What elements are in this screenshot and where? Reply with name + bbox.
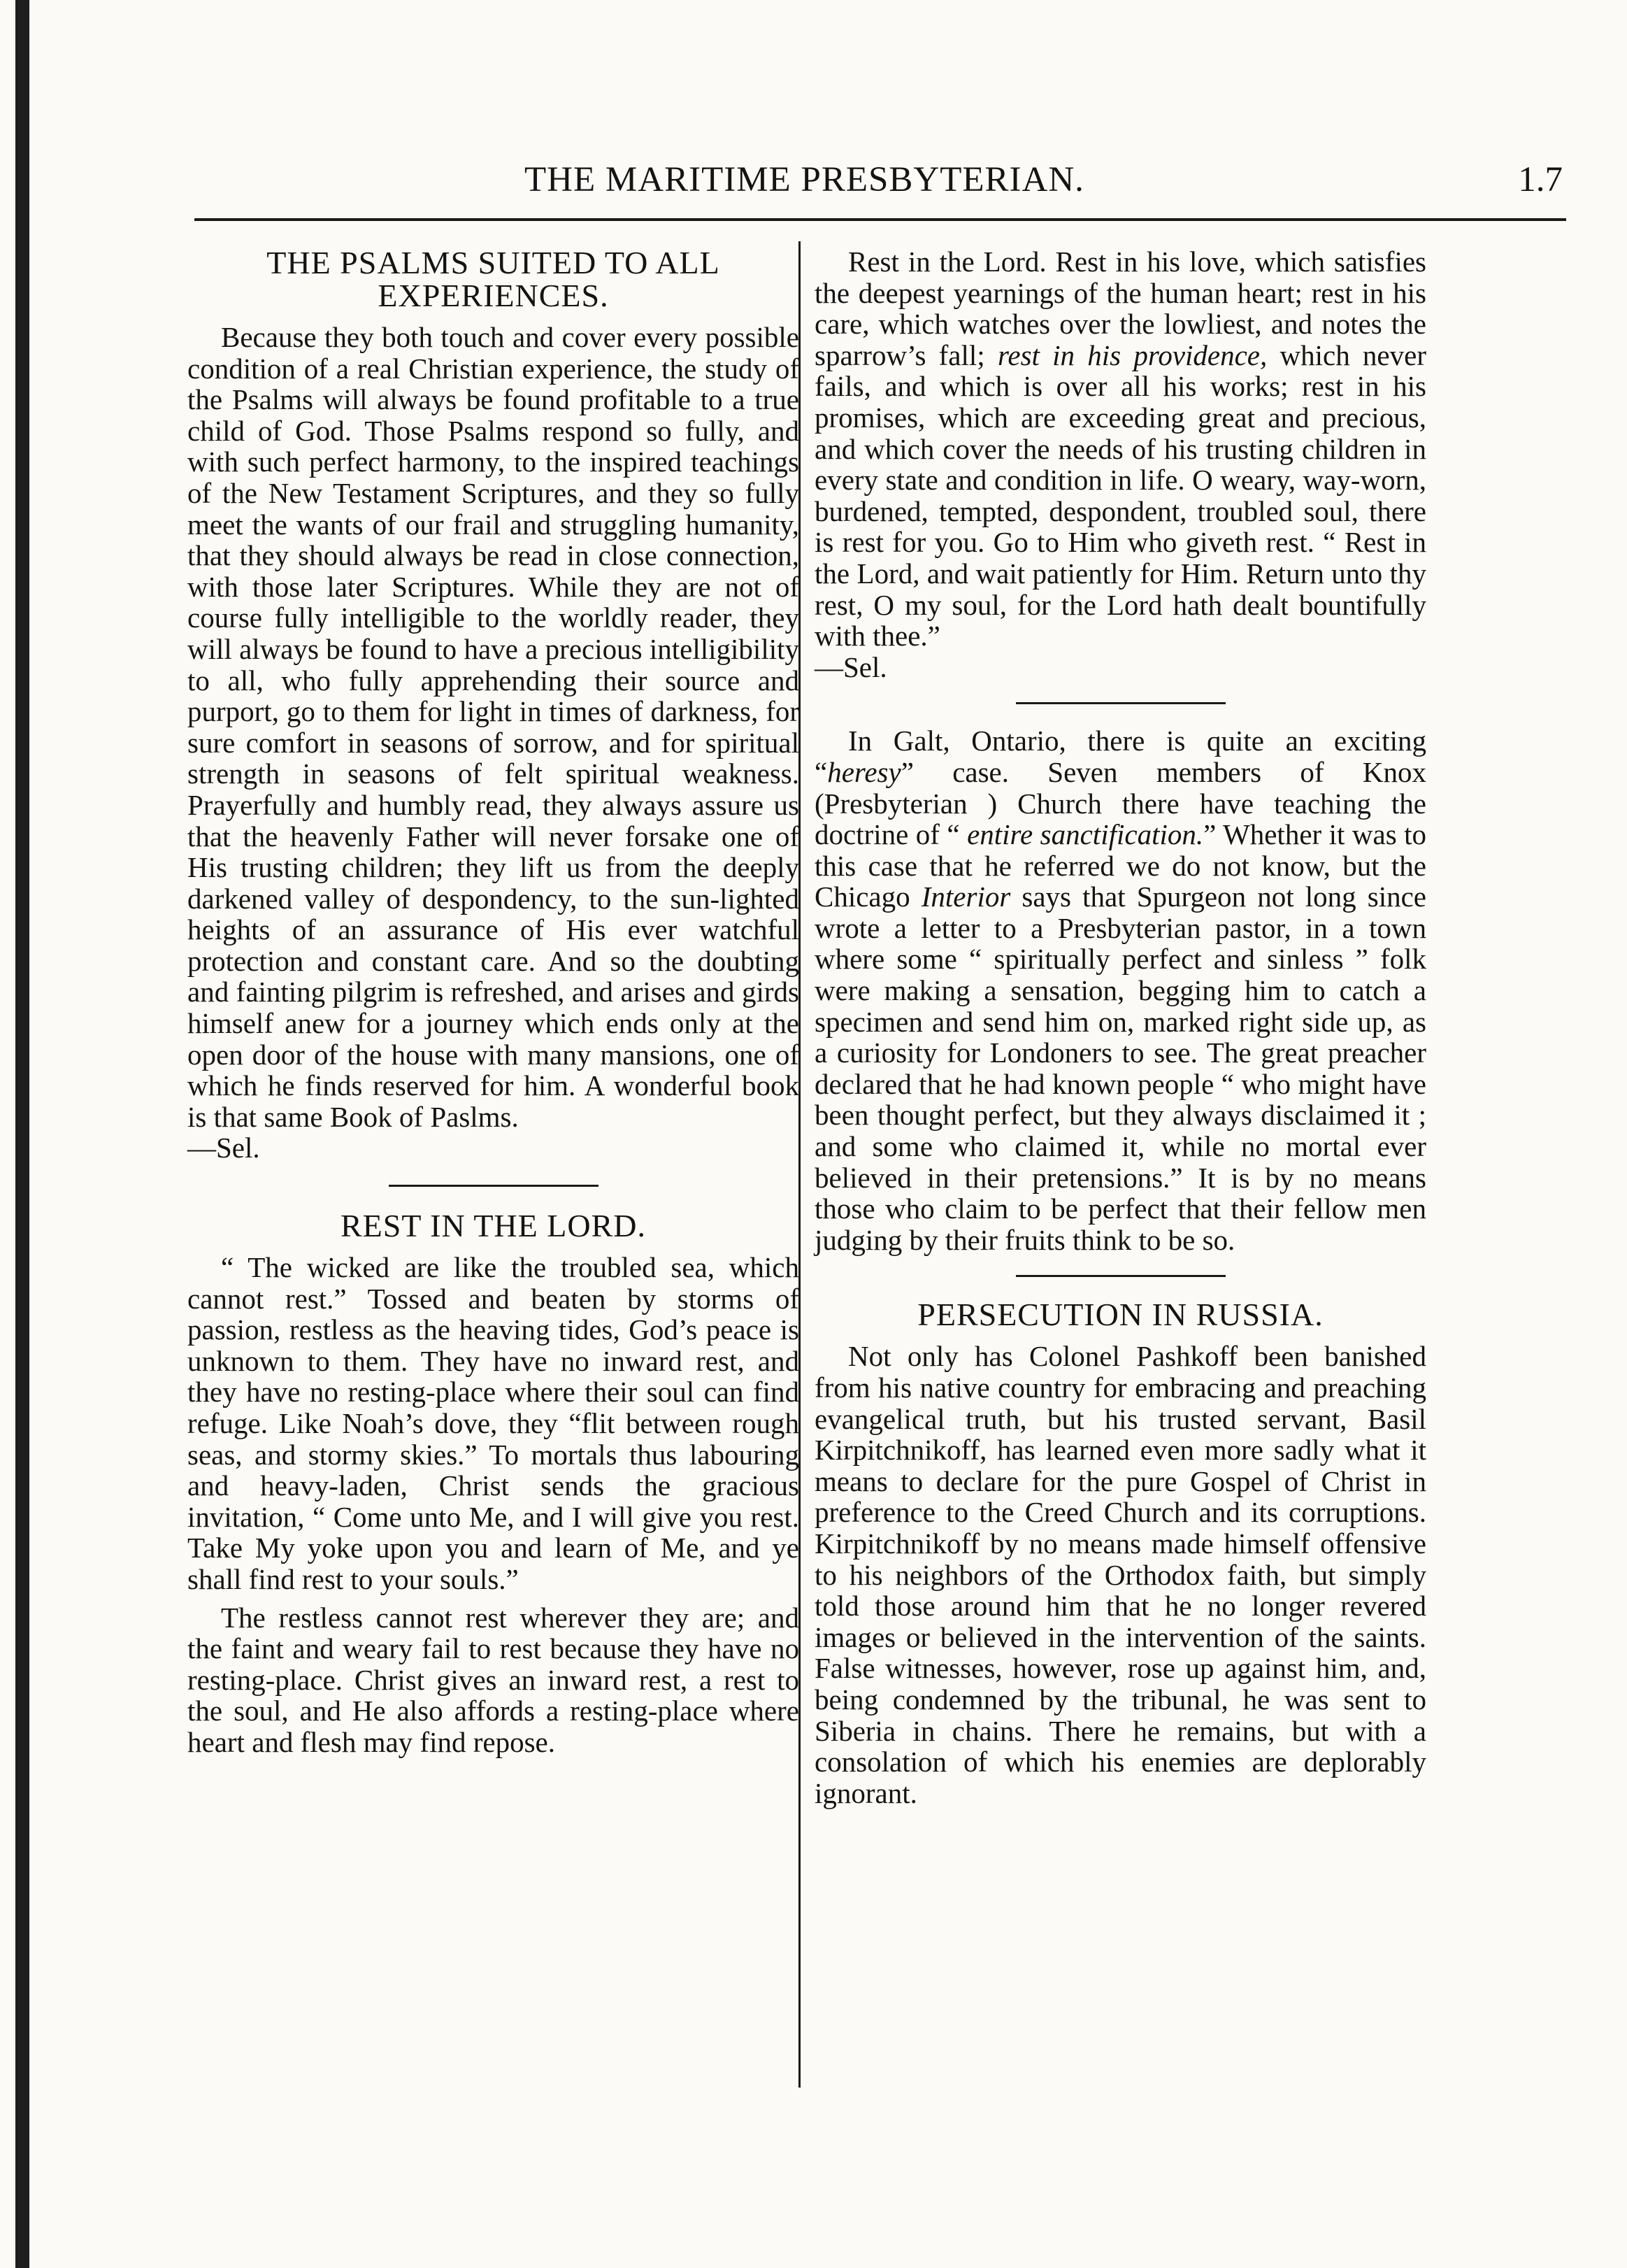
article-credit-rest: —Sel. bbox=[815, 650, 887, 683]
article-paragraph-rest-1: “ The wicked are like the troubled sea, which cannot rest.” Tossed and beaten by storms of passion, restless as the heaving tides, God’s peace is unknown to them. They have no inward rest, and they have no resting-place where their soul can find refuge. Like Noah’s dove, they “flit between rough seas, and stormy skies.” To mortals thus labouring and heavy-laden, Christ sends the gracious invitation, “ Come unto Me, and I will give you rest. Take My yoke upon you and learn of Me, and ye shall find rest to your souls.” bbox=[187, 1251, 799, 1595]
galt-text-2: ” case. Seven members of Knox (Presbyterian ) Church there have teaching the doctrine of “ bbox=[815, 755, 1426, 851]
scan-edge bbox=[15, 0, 29, 2268]
article-paragraph-rest-2: The restless cannot rest wherever they are; and the faint and weary fail to rest because they have no resting-place. Christ gives an inward rest, a rest to the soul, and He also affords a resting-place where heart and flesh may find repose. bbox=[187, 1601, 799, 1758]
galt-italic-2: entire sanctification. bbox=[967, 818, 1204, 851]
rest-text-1: Rest in the Lord. Rest in his love, which satisfies the deepest yearnings of the human heart; rest in his care, which watches over the lowliest, and notes the sparrow’s fall; bbox=[815, 245, 1426, 371]
article-body-russia: Not only has Colonel Pashkoff been banished from his native country for embracing and preaching evangelical truth, but his trusted servant, Basil Kirpitchnikoff, has learned even more sadly what it means to declare for the pure Gospel of Christ in preference to the Creed Church and its corruptions. Kirpitchnikoff by no means made himself offensive to his neighbors of the Orthodox faith, but simply told those around him that he no longer revered images or believed in the intervention of the saints. False witnesses, however, rose up against him, and, being condemned by the tribunal, he was sent to Siberia in chains. There he remains, but with a consolation of which his enemies are deplorably ignorant. bbox=[815, 1340, 1426, 1809]
galt-text-1: In Galt, Ontario, there is quite an exciting “ bbox=[815, 725, 1426, 788]
section-separator bbox=[1016, 702, 1226, 704]
galt-italic-1: heresy bbox=[827, 755, 901, 788]
article-body-galt bbox=[815, 725, 1426, 1255]
article-paragraph-rest-3 bbox=[815, 246, 1426, 652]
galt-text-4: says that Spurgeon not long since wrote a letter to a Presbyterian pastor, in a town where some “ spiritually perfect and sinless ” folk were making a sensation, begging him to catch a specimen and send him on, marked right side up, as a curiosity for Londoners to see. The great preacher declared that he had known people “ who might have been thought perfect, but they always disclaimed it ; and some who claimed it, while no mortal ever believed in their pretensions.” It is by no means those who claim to be perfect that their fellow men judging by their fruits think to be so. bbox=[815, 880, 1426, 1256]
right-column bbox=[815, 246, 1426, 1809]
page-header bbox=[189, 159, 1563, 210]
article-title-russia: PERSECUTION IN RUSSIA. bbox=[917, 1297, 1324, 1333]
rest-italic: rest in his providence, bbox=[997, 338, 1268, 371]
left-column bbox=[187, 246, 799, 1758]
section-separator bbox=[1016, 1275, 1226, 1277]
article-body-psalms: Because they both touch and cover every possible condition of a real Christian experience, the study of the Psalms will always be found profitable to a true child of God. Those Psalms respond so fully, and with such perfect harmony, to the inspired teachings of the New Testament Scriptures, and they so fully meet the wants of our frail and struggling humanity, that they should always be read in close connection, with those later Scriptures. While they are not of course fully intelligible to the worldly reader, they will always be found to have a precious intelligibility to all, who fully apprehending their source and purport, go to them for light in times of darkness, for sure comfort in seasons of sorrow, and for spiritual strength in seasons of felt spiritual weakness. Prayerfully and humbly read, they always assure us that the heavenly Father will never forsake one of His trusting children; they lift us from the deeply darkened valley of despondency, to the sun-lighted heights of an assurance of His ever watchful protection and constant care. And so the doubting and fainting pilgrim is refreshed, and arises and girds himself anew for a journey which ends only at the open door of the house with many mansions, one of which he finds reserved for him. A wonderful book is that same Book of Paslms. bbox=[187, 321, 799, 1133]
article-title-rest: REST IN THE LORD. bbox=[341, 1208, 646, 1244]
running-title: THE MARITIME PRESBYTERIAN. bbox=[524, 160, 1084, 199]
rest-text-2: which never fails, and which is over all his works; rest in his promises, which are exceeding great and precious, and which cover the needs of his trusting children in every state and condition in life. O weary, way-worn, burdened, tempted, despondent, troubled soul, there is rest for you. Go to Him who giveth rest. “ Rest in the Lord, and wait patiently for Him. Return unto thy rest, O my soul, for the Lord hath dealt bountifully with thee.” bbox=[815, 338, 1426, 652]
section-separator bbox=[389, 1185, 599, 1187]
article-credit-psalms: —Sel. bbox=[187, 1132, 260, 1164]
page-number: 1.7 bbox=[1518, 160, 1563, 199]
galt-text-3: ” Whether it was to this case that he referred we do not know, but the Chicago bbox=[815, 818, 1426, 913]
article-title-psalms: THE PSALMS SUITED TO ALL EXPERIENCES. bbox=[266, 245, 720, 313]
galt-italic-3: Interior bbox=[921, 880, 1011, 913]
header-rule bbox=[194, 218, 1566, 221]
